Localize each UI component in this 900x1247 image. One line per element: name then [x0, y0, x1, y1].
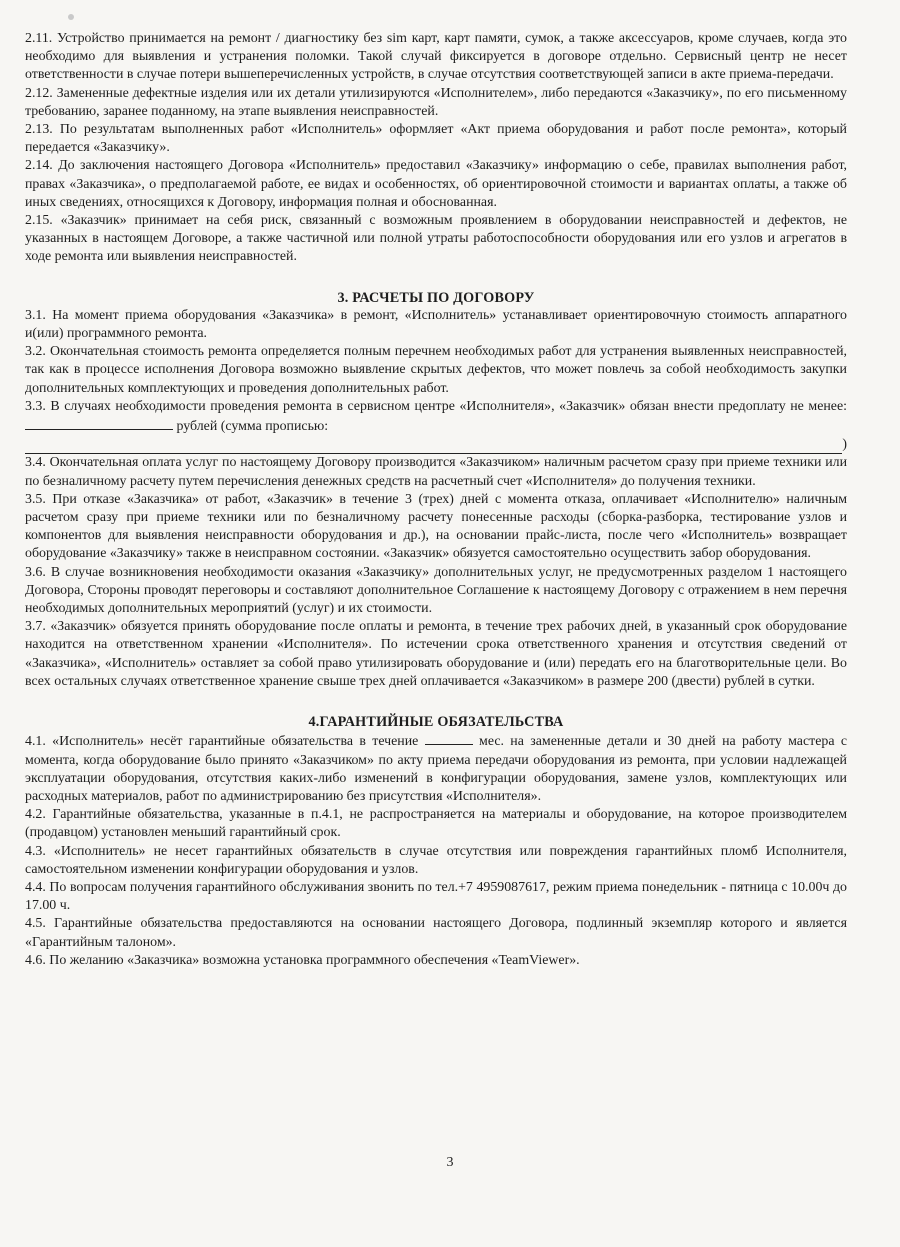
clause-4-4: 4.4. По вопросам получения гарантийного обслуживания звонить по тел.+7 4959087617, режим приема понедельник - пятница с 10.00ч до 17.00 ч. — [25, 879, 847, 914]
section-3 — [25, 307, 847, 691]
clause-3-7: 3.7. «Заказчик» обязуется принять оборудование после оплаты и ремонта, в течение трех рабочих дней, в указанный срок оборудование находится на ответственном хранении «Исполнителя». По истечении срока ответственного хранения и отсутствия сведений от «Заказчика», «Исполнитель» оставляет за собой право утилизировать оборудование и (или) передать его на благотворительные цели. Во всех остальных случаях ответственное хранение свыше трех дней оплачивается «Заказчиком» в размере 200 (двести) рублей в сутки. — [25, 619, 847, 689]
clause-3-4: 3.4. Окончательная оплата услуг по настоящему Договору производится «Заказчиком» наличным расчетом сразу при приеме техники или по безналичному расчету путем перечисления денежных средств на расчетный счет «Исполнителя» до получения техники. — [25, 455, 847, 489]
document-page — [25, 30, 847, 970]
clause-4-1 — [25, 731, 847, 806]
clause-3-5: 3.5. При отказе «Заказчика» от работ, «Заказчик» в течение 3 (трех) дней с момента отказа, оплачивает «Исполнителю» наличным расчетом сразу при приеме техники или по безналичному расчету понесенные расходы (сборка-разборка, тестирование узлов и компонентов для выявления неисправности оборудования и др.), на основании прайс-листа, после чего «Исполнитель» возвращает оборудование «Заказчику» также в неисправном состоянии. «Заказчик» обязуется самостоятельно осуществить забор оборудования. — [25, 491, 847, 562]
prepayment-amount-blank[interactable] — [25, 416, 173, 430]
amount-in-words-blank[interactable] — [25, 439, 842, 454]
section-4 — [25, 731, 847, 970]
page-number: 3 — [446, 1155, 454, 1170]
clause-3-1: 3.1. На момент приема оборудования «Заказчика» в ремонт, «Исполнитель» устанавливает ориентировочную стоимость аппаратного и(или) программного ремонта. — [25, 307, 847, 342]
clause-4-5: 4.5. Гарантийные обязательства предоставляются на основании настоящего Договора, подлинный экземпляр которого и является «Гарантийным талоном». — [25, 916, 847, 950]
clause-4-1-text: 4.1. «Исполнитель» несёт гарантийные обязательства в течение — [25, 734, 419, 750]
clause-4-6: 4.6. По желанию «Заказчика» возможна установка программного обеспечения «TeamViewer». — [25, 952, 580, 968]
section-2-continued — [25, 30, 847, 267]
scan-dust-mark — [68, 14, 74, 20]
clause-4-3: 4.3. «Исполнитель» не несет гарантийных обязательств в случае отсутствия или повреждения гарантийных пломб Исполнителя, самостоятельном изменении конфигурации оборудования и узлов. — [25, 843, 847, 877]
clause-2-11: 2.11. Устройство принимается на ремонт / диагностику без sim карт, карт памяти, сумок, а также аксессуаров, кроме случаев, когда это необходимо для выявления и устранения поломки. Такой случай фиксируется в договоре отдельно. Сервисный центр не несет ответственности в случае потери вышеперечисленных устройств, в случае отсутствия соответствующей записи в акте приема-передачи. — [25, 31, 847, 83]
amount-in-words-line — [25, 436, 847, 454]
section-4-heading: 4.ГАРАНТИЙНЫЕ ОБЯЗАТЕЛЬСТВА — [308, 714, 564, 731]
clause-2-14: 2.14. До заключения настоящего Договора «Исполнитель» предоставил «Заказчику» информацию о себе, правилах выполнения работ, правах «Заказчика», о предполагаемой работе, ее видах и особенностях, об ориентировочной стоимости и вариантах оплаты, а также об иных сведениях, относящихся к Договору, информация полная и обоснованная. — [25, 158, 847, 210]
warranty-months-blank[interactable] — [425, 731, 473, 745]
clause-3-3 — [25, 398, 847, 436]
clause-3-3-text: 3.3. В случаях необходимости проведения ремонта в сервисном центре «Исполнителя», «Заказчик» обязан внести предоплату не менее: — [25, 398, 847, 414]
clause-2-15: 2.15. «Заказчик» принимает на себя риск, связанный с возможным проявлением в оборудовании неисправностей и дефектов, не указанных в настоящем Договоре, а также частичной или полной утраты работоспособности оборудования или его узлов и агрегатов в ходе ремонта или выявления неисправностей. — [25, 213, 847, 265]
clause-4-2: 4.2. Гарантийные обязательства, указанные в п.4.1, не распространяется на материалы и оборудование, на которое производителем (продавцом) установлен меньший гарантийный срок. — [25, 807, 847, 841]
section-3-heading: 3. РАСЧЕТЫ ПО ДОГОВОРУ — [337, 289, 535, 306]
clause-3-6: 3.6. В случае возникновения необходимости оказания «Заказчику» дополнительных услуг, не предусмотренных разделом 1 настоящего Договора, Стороны проводят переговоры и составляют дополнительное Соглашение к настоящему Договору с отражением в нем перечня необходимых дополнительных мероприятий (услуг) и их стоимости. — [25, 564, 847, 617]
clause-3-2: 3.2. Окончательная стоимость ремонта определяется полным перечнем необходимых работ для устранения выявленных неисправностей, так как в процессе исполнения Договора возможно выявление скрытых дефектов, что может повлечь за собой необходимость закупки дополнительных комплектующих и проведения дополнительных работ. — [25, 344, 847, 396]
clause-3-3-text-2: рублей (сумма прописью: — [176, 419, 329, 435]
closing-paren: ) — [842, 437, 847, 453]
clause-2-13: 2.13. По результатам выполненных работ «Исполнитель» оформляет «Акт приема оборудования и работ после ремонта», который передается «Заказчику». — [25, 122, 847, 156]
clause-2-12: 2.12. Замененные дефектные изделия или их детали утилизируются «Исполнителем», либо передаются «Заказчику», по его письменному требованию, заранее поданному, на этапе выявления неисправностей. — [25, 85, 847, 119]
clause-4-1-text-2: мес. на замененные детали и 30 дней на работу мастера с момента, когда оборудование было принято «Заказчиком» по акту приема передачи оборудования из ремонта, при условии надлежащей эксплуатации оборудования, отсутствия каких-либо изменений в конфигурации оборудования, замене узлов, комплектующих или расходных материалов, работ по администрированию без присутствия «Исполнителя». — [25, 734, 847, 804]
